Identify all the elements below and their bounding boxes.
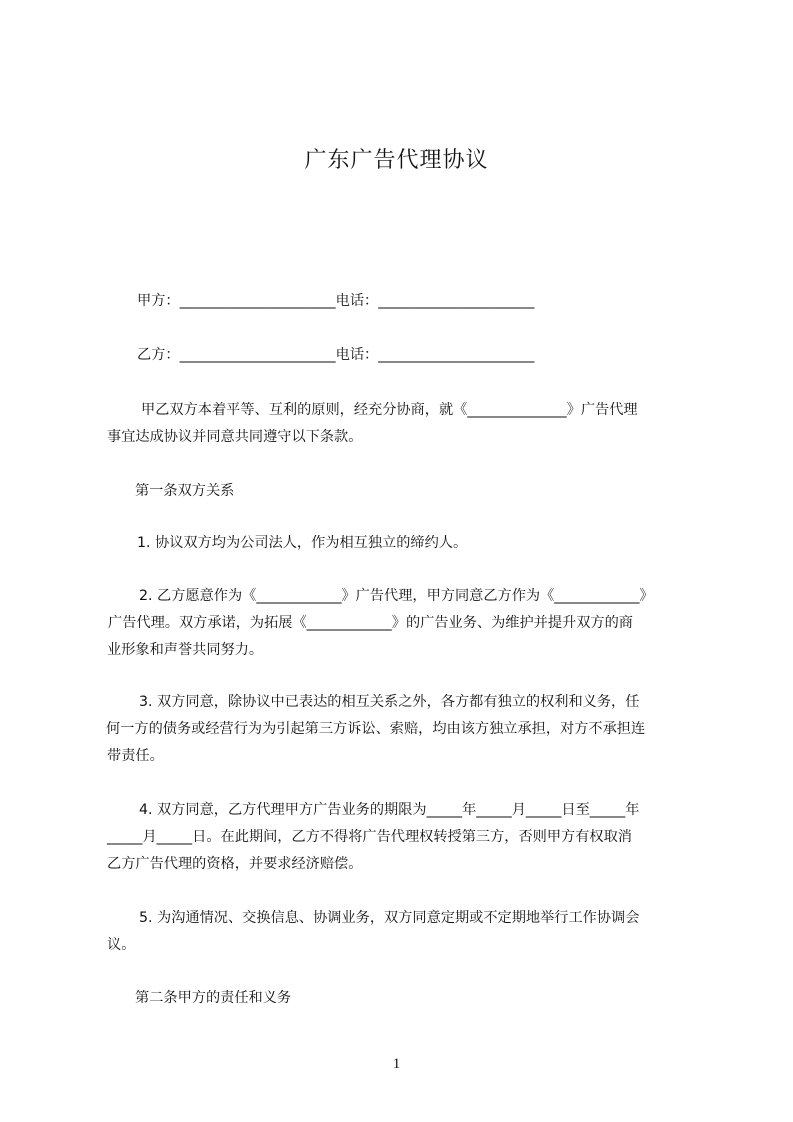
clause-5-line-2: 议。	[107, 937, 136, 953]
clause-1: 1. 协议双方均为公司法人，作为相互独立的缔约人。	[137, 535, 468, 551]
page-number: 1	[392, 1056, 401, 1072]
preamble-line-2: 事宜达成协议并同意共同遵守以下条款。	[107, 429, 363, 445]
party-b-phone-blank: ______________________	[378, 347, 535, 363]
party-b-name-blank: ______________________	[179, 347, 336, 363]
clause-5-line-1: 5. 为沟通情况、交换信息、协调业务，双方同意定期或不定期地举行工作协调会	[139, 910, 640, 926]
clause-4-line-2: _____月_____日。在此期间，乙方不得将广告代理权转授第三方，否则甲方有权取消	[107, 829, 632, 845]
party-a-phone-blank: ______________________	[378, 293, 535, 309]
party-b-label: 乙方：	[137, 347, 180, 363]
clause-4-line-3: 乙方广告代理的资格，并要求经济赔偿。	[107, 856, 363, 872]
clause-3-line-3: 带责任。	[107, 748, 164, 764]
party-b-phone-label: 电话：	[335, 347, 379, 363]
clause-3-line-2: 何一方的债务或经营行为为引起第三方诉讼、索赔，均由该方独立承担，对方不承担连	[106, 721, 646, 737]
party-a-line	[137, 290, 534, 310]
article-2-heading: 第二条甲方的责任和义务	[135, 990, 292, 1006]
party-a-phone-label: 电话：	[335, 293, 379, 309]
party-b-line	[137, 344, 534, 364]
document-title: 广东广告代理协议	[304, 148, 489, 173]
clause-2-line-3: 业形象和声誉共同努力。	[107, 642, 264, 658]
party-a-label: 甲方：	[137, 293, 180, 309]
preamble-line-1: 甲乙双方本着平等、互利的原则，经充分协商，就《______________》广告代理	[141, 402, 638, 418]
clause-4-line-1: 4. 双方同意，乙方代理甲方广告业务的期限为_____年_____月_____日至_____年	[139, 802, 640, 818]
article-1-heading: 第一条双方关系	[135, 483, 235, 499]
party-a-name-blank: ______________________	[179, 293, 336, 309]
clause-2-line-1: 2. 乙方愿意作为《____________》广告代理，甲方同意乙方作为《____________》	[139, 588, 654, 604]
clause-2-line-2: 广告代理。双方承诺，为拓展《____________》的广告业务、为维护并提升双方的商	[108, 615, 633, 631]
clause-3-line-1: 3. 双方同意，除协议中已表达的相互关系之外，各方都有独立的权利和义务，任	[139, 694, 640, 710]
